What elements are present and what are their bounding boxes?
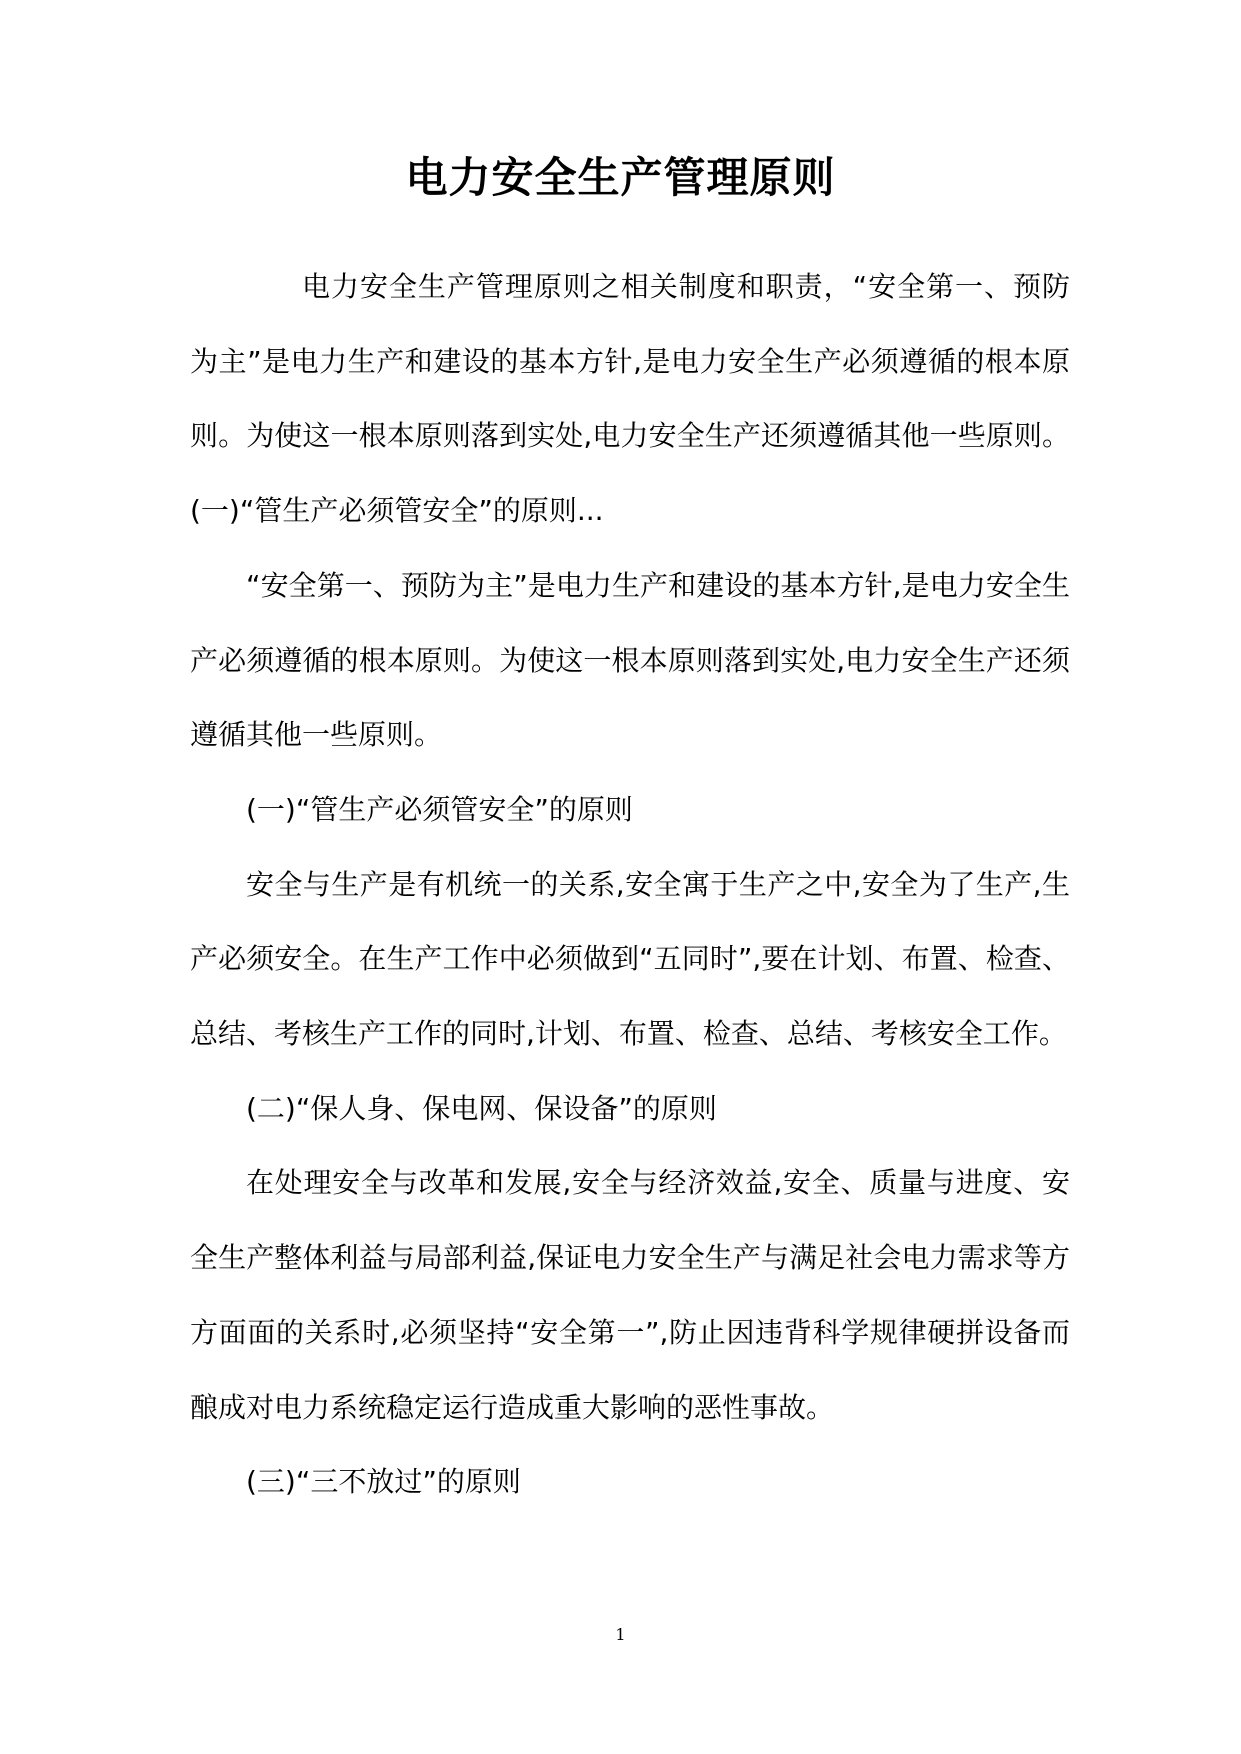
- paragraph-section-2: 在处理安全与改革和发展,安全与经济效益,安全、质量与进度、安全生产整体利益与局部利益,保证电力安全生产与满足社会电力需求等方方面面的关系时,必须坚持“安全第一”,防止因违背科学规律硬拼设备而酿成对电力系统稳定运行造成重大影响的恶性事故。: [190, 1166, 1070, 1424]
- section-heading-2: (二)“保人身、保电网、保设备”的原则: [246, 1091, 717, 1125]
- document-title: 电力安全生产管理原则: [405, 153, 836, 202]
- document-body: [190, 250, 1070, 1520]
- paragraph-section-1: 安全与生产是有机统一的关系,安全寓于生产之中,安全为了生产,生产必须安全。在生产工作中必须做到“五同时”,要在计划、布置、检查、总结、考核生产工作的同时,计划、布置、检查、总结、考核安全工作。: [190, 867, 1070, 1051]
- section-heading-3: (三)“三不放过”的原则: [246, 1465, 521, 1499]
- section-heading-1: (一)“管生产必须管安全”的原则: [246, 792, 633, 826]
- page-number: 1: [615, 1625, 626, 1644]
- paragraph-intro: 电力安全生产管理原则之相关制度和职责，“安全第一、预防为主”是电力生产和建设的基本方针,是电力安全生产必须遵循的根本原则。为使这一根本原则落到实处,电力安全生产还须遵循其他一些原则。(一)“管生产必须管安全”的原则...: [190, 270, 1070, 528]
- paragraph-principle-overview: “安全第一、预防为主”是电力生产和建设的基本方针,是电力安全生产必须遵循的根本原则。为使这一根本原则落到实处,电力安全生产还须遵循其他一些原则。: [190, 568, 1070, 752]
